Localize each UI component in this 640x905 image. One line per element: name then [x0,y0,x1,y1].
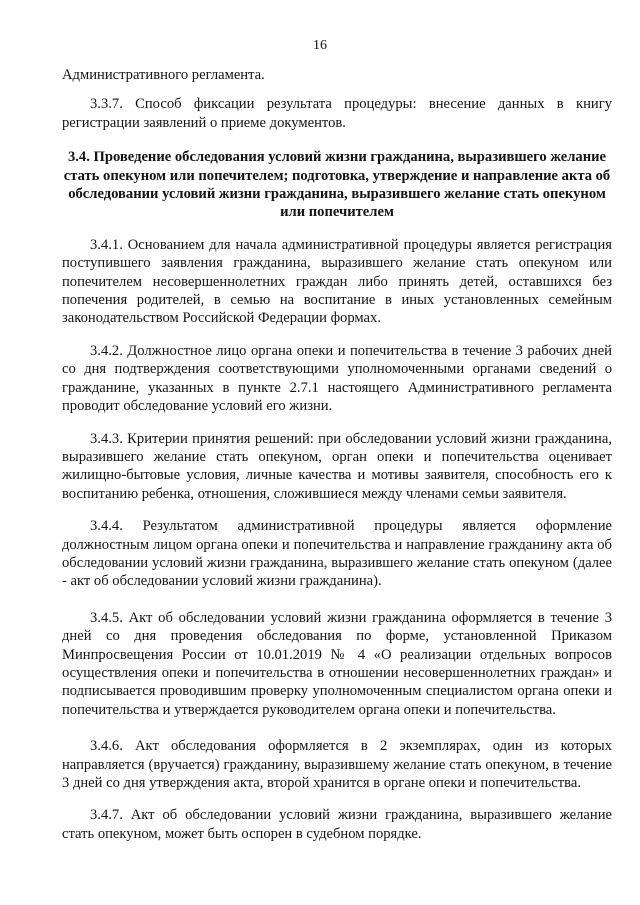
paragraph-3-4-6: 3.4.6. Акт обследования оформляется в 2 экземплярах, один из которых направляется (вручается) гражданину, выразившему желание стать опекуном, в течение 3 дней со дня утверждения акта, второй хранится в органе опеки и попечительства. [62,738,612,791]
paragraph-3-3-7: 3.3.7. Способ фиксации результата процедуры: внесение данных в книгу регистрации заявлений о приеме документов. [62,96,612,131]
continuation-text: Административного регламента. [62,67,265,83]
page-number: 16 [313,38,327,53]
paragraph-3-4-5: 3.4.5. Акт об обследовании условий жизни гражданина оформляется в течение 3 дней со дня проведения обследования по форме, установленной Приказом Минпросвещения России от 10.01.2019 № 4 «О реализации отдельных вопросов осуществления опеки и попечительства в отношении несовершеннолетних граждан» и подписывается проводившим проверку уполномоченным специалистом органа опеки и попечительства и утверждается руководителем органа опеки и попечительства. [62,609,612,718]
document-body [62,66,612,843]
paragraph-3-4-1: 3.4.1. Основанием для начала административной процедуры является регистрация поступившего заявления гражданина, выразившего желание стать опекуном или попечителем несовершеннолетних граждан либо принять детей, оставшихся без попечения родителей, в семью на воспитание в иных установленных семейным законодательством Российской Федерации формах. [62,236,612,327]
paragraph-3-4-2: 3.4.2. Должностное лицо органа опеки и попечительства в течение 3 рабочих дней со дня подтверждения соответствующими уполномоченными органами сведений о гражданине, указанных в пункте 2.7.1 настоящего Административного регламента проводит обследование условий его жизни. [62,342,612,415]
section-title: 3.4. Проведение обследования условий жизни гражданина, выразившего желание стать опекуном или попечителем; подготовка, утверждение и направление акта об обследовании условий жизни гражданина, выразившего желание стать опекуном или попечителем [63,149,611,221]
paragraph-3-4-4: 3.4.4. Результатом административной процедуры является оформление должностным лицом органа опеки и попечительства и направление гражданину акта об обследовании условий жизни гражданина, выразившего желание стать опекуном (далее - акт об обследовании условий жизни гражданина). [62,518,612,590]
paragraph-3-4-3: 3.4.3. Критерии принятия решений: при обследовании условий жизни гражданина, выразившего желание стать опекуном, орган опеки и попечительства оценивает жилищно-бытовые условия, личные качества и мотивы заявителя, способность его к воспитанию ребенка, отношения, сложившиеся между членами семьи заявителя. [62,430,612,502]
paragraph-3-4-7: 3.4.7. Акт об обследовании условий жизни гражданина, выразившего желание стать опекуном, может быть оспорен в судебном порядке. [62,807,612,842]
